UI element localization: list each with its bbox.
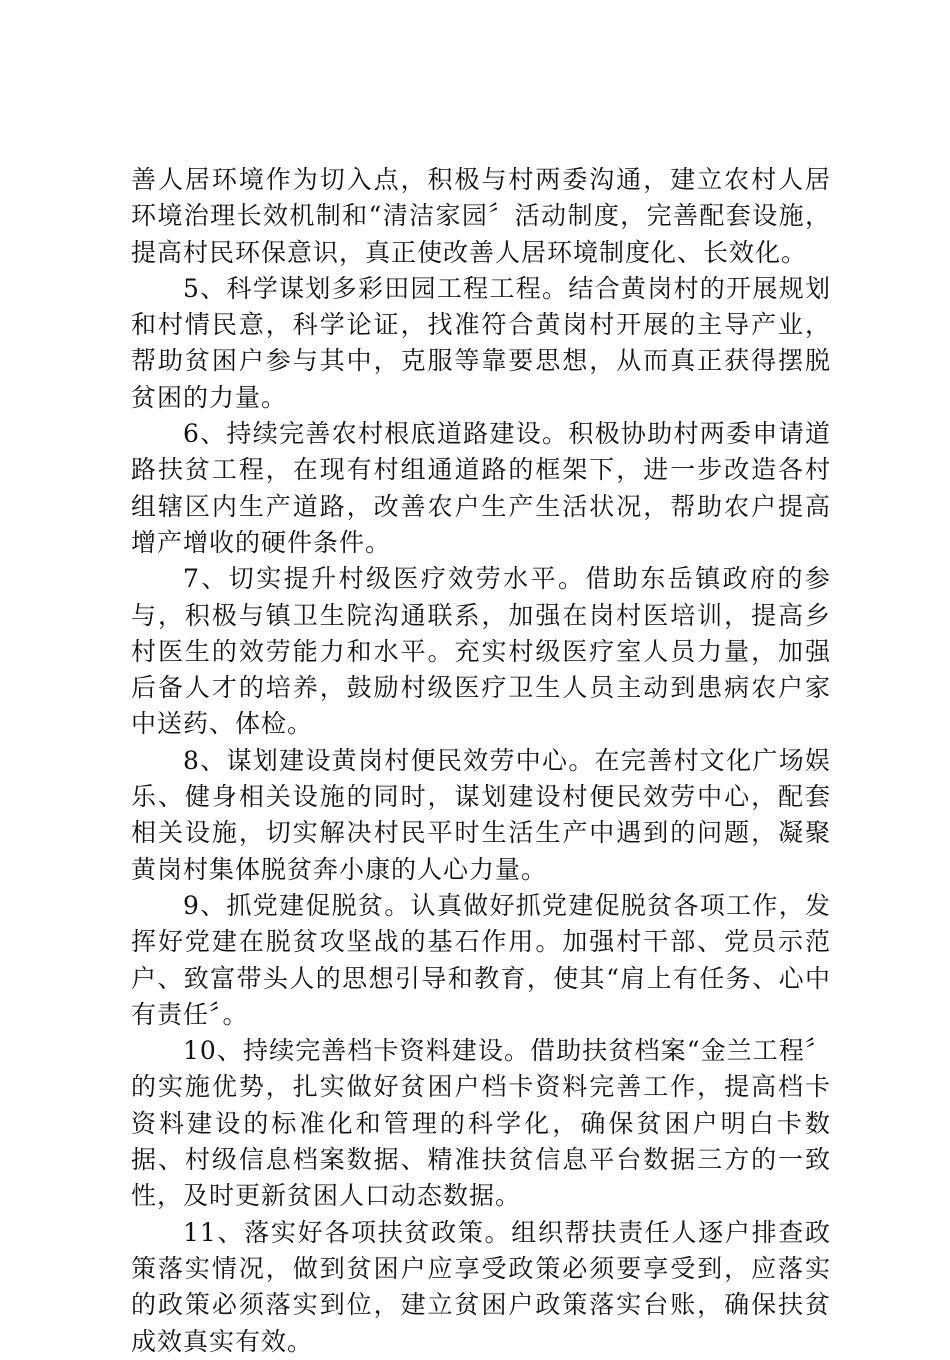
paragraph-continuation: 善人居环境作为切入点，积极与村两委沟通，建立农村人居环境治理长效机制和“清洁家园〞活动制度，完善配套设施，提高村民环保意识，真正使改善人居环境制度化、长效化。 xyxy=(131,165,831,267)
paragraph-item-6: 6、持续完善农村根底道路建设。积极协助村两委申请道路扶贫工程，在现有村组通道路的框架下，进一步改造各村组辖区内生产道路，改善农户生产生活状况，帮助农户提高增产增收的硬件条件。 xyxy=(131,419,831,557)
paragraph-item-9: 9、抓党建促脱贫。认真做好抓党建促脱贫各项工作，发挥好党建在脱贫攻坚战的基石作用。加强村干部、党员示范户、致富带头人的思想引导和教育，使其“肩上有任务、心中有责任〞。 xyxy=(131,890,831,1029)
paragraph-item-8: 8、谋划建设黄岗村便民效劳中心。在完善村文化广场娱乐、健身相关设施的同时，谋划建设村便民效劳中心，配套相关设施，切实解决村民平时生活生产中遇到的问题，凝聚黄岗村集体脱贫奔小康的人心力量。 xyxy=(131,745,831,884)
paragraph-item-10: 10、持续完善档卡资料建设。借助扶贫档案“金兰工程〞的实施优势，扎实做好贫困户档卡资料完善工作，提高档卡资料建设的标准化和管理的科学化，确保贫困户明白卡数据、村级信息档案数据、精准扶贫信息平台数据三方的一致性，及时更新贫困人口动态数据。 xyxy=(131,1036,831,1211)
document-body xyxy=(131,162,831,1360)
paragraph-item-7: 7、切实提升村级医疗效劳水平。借助东岳镇政府的参与，积极与镇卫生院沟通联系，加强在岗村医培训，提高乡村医生的效劳能力和水平。充实村级医疗室人员力量，加强后备人才的培养，鼓励村级医疗卫生人员主动到患病农户家中送药、体检。 xyxy=(131,564,831,739)
paragraph-item-5: 5、科学谋划多彩田园工程工程。结合黄岗村的开展规划和村情民意，科学论证，找准符合黄岗村开展的主导产业，帮助贫困户参与其中，克服等靠要思想，从而真正获得摆脱贫困的力量。 xyxy=(131,273,831,412)
paragraph-item-11: 11、落实好各项扶贫政策。组织帮扶责任人逐户排查政策落实情况，做到贫困户应享受政策必须要享受到，应落实的政策必须落实到位，建立贫困户政策落实台账，确保扶贫成效真实有效。 xyxy=(131,1217,831,1356)
